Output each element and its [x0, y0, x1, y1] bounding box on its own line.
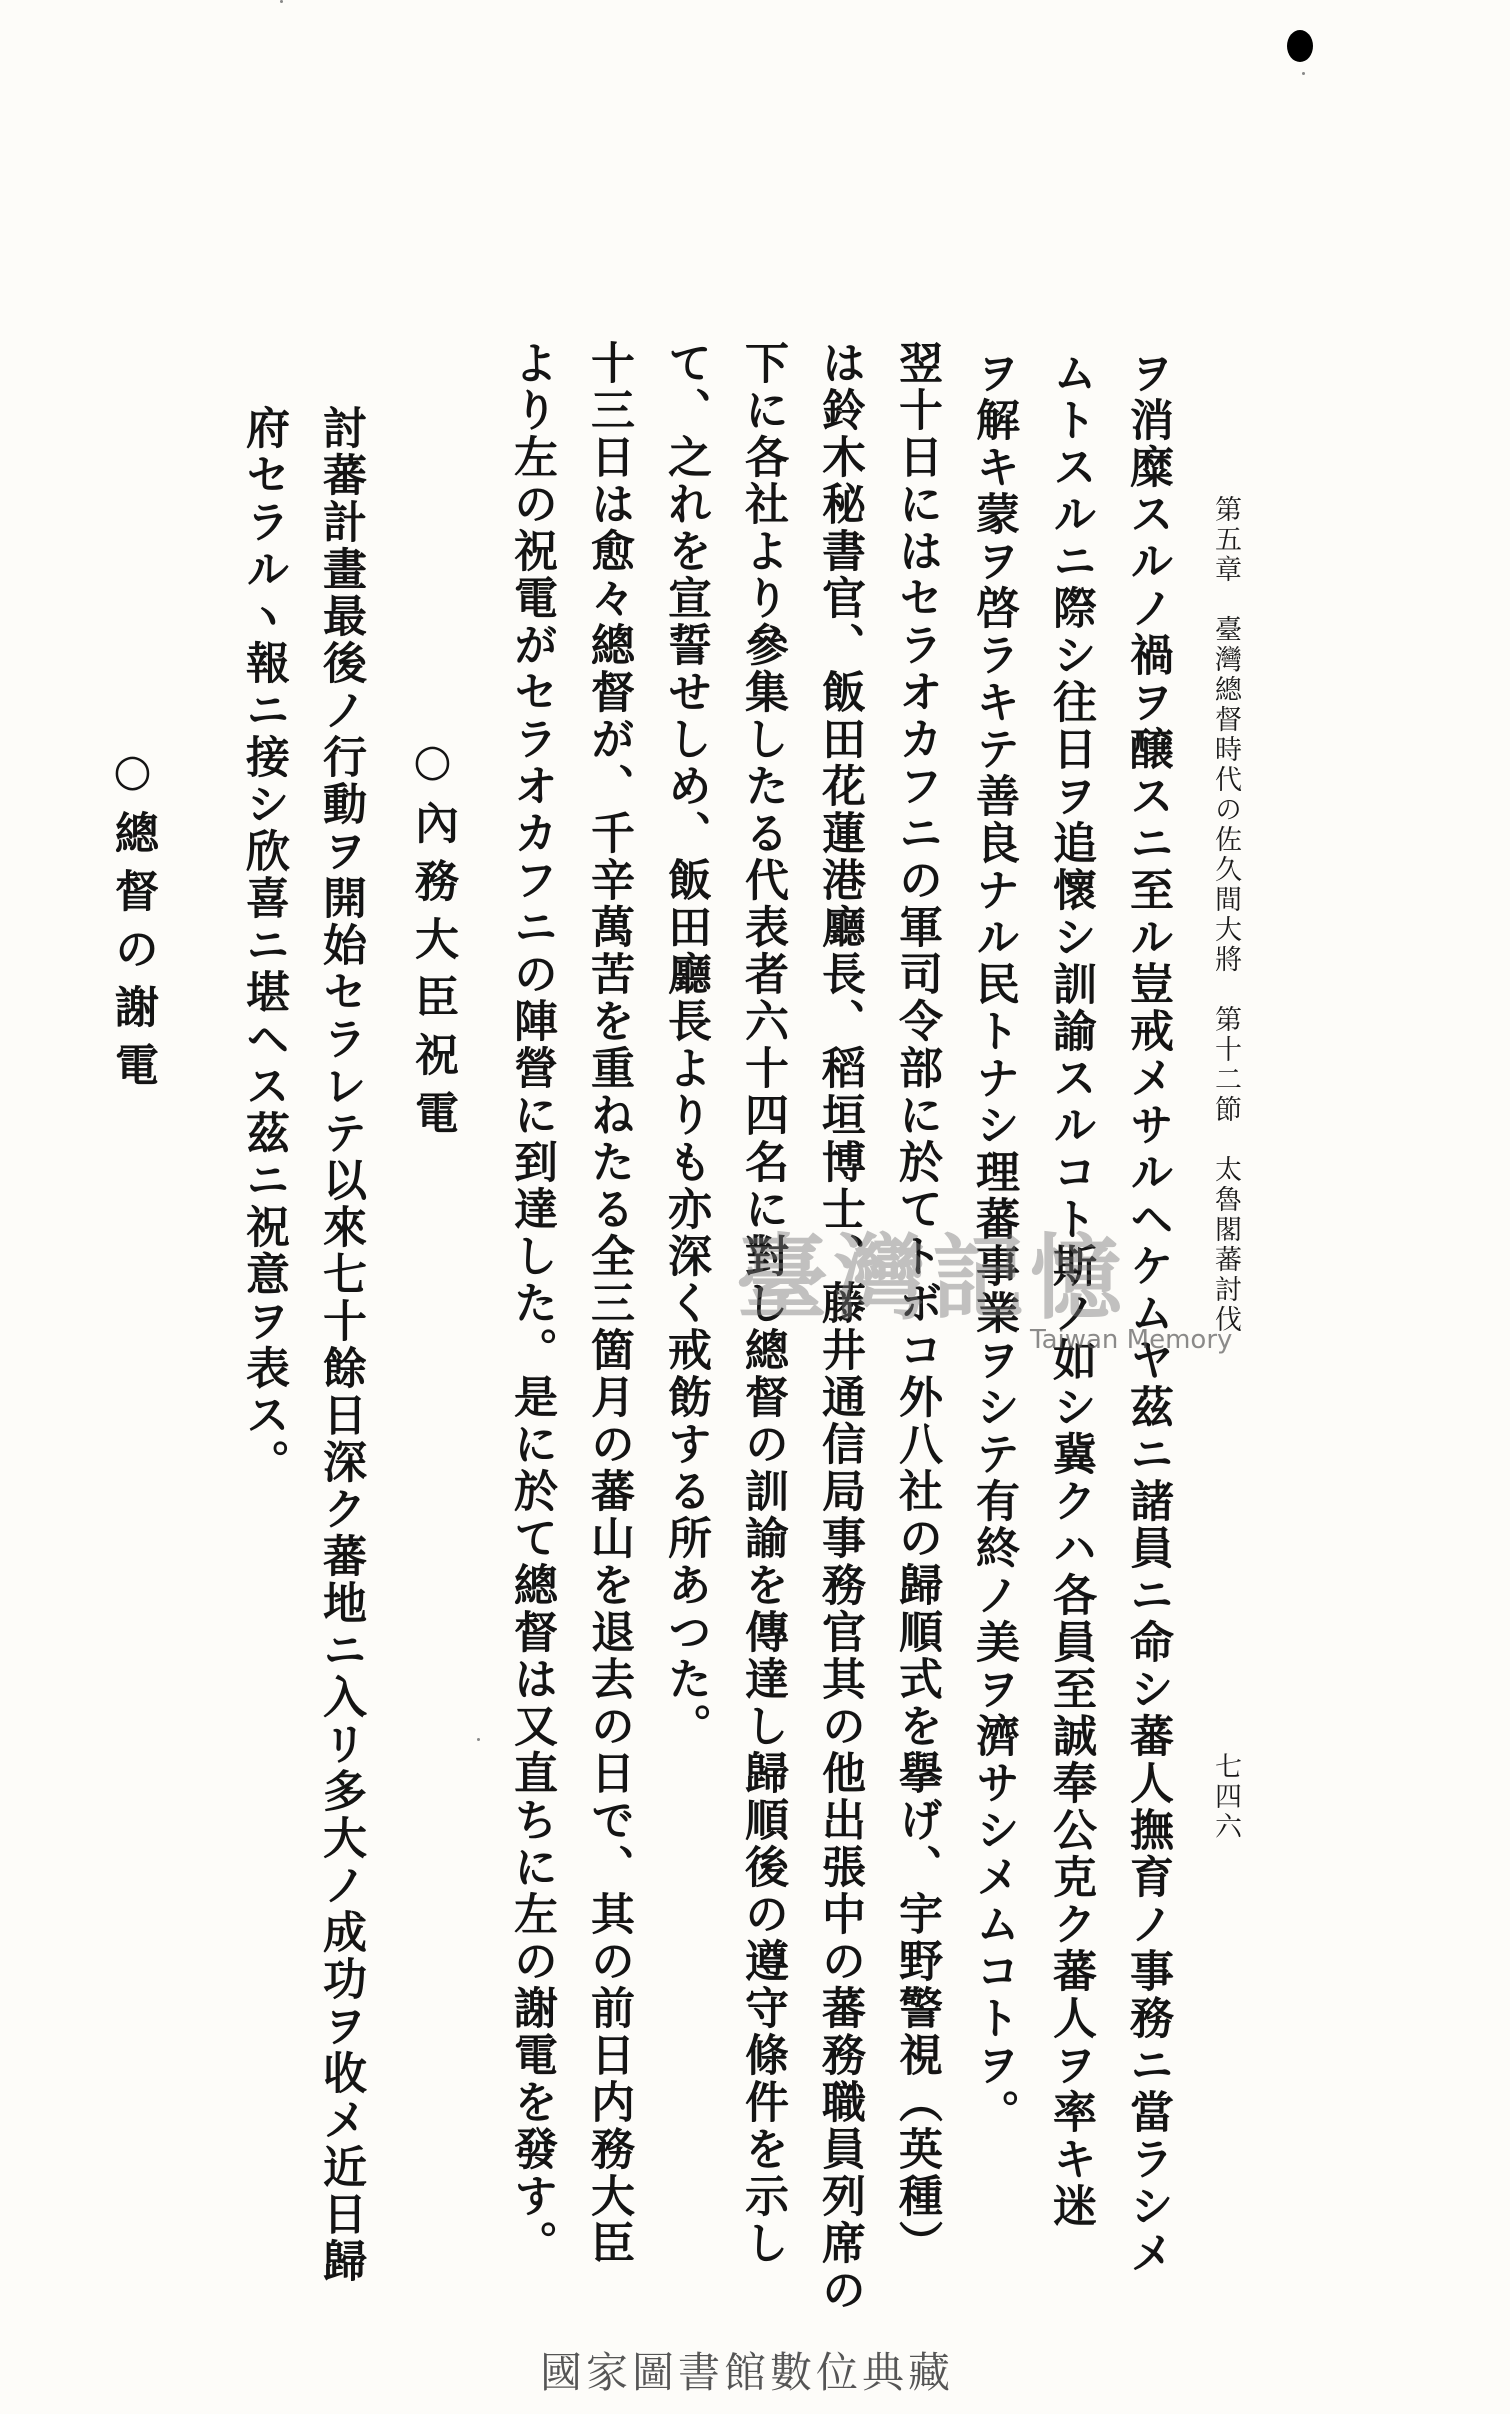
section-heading: ○內務大臣祝電 [407, 735, 458, 1148]
text-column: 翌十日にはセラオカフニの軍司令部に於てトボコ外八社の歸順式を擧げ、宇野警視（英種） [891, 340, 942, 2267]
text-column: て、之れを宣誓せしめ、飯田廳長よりも亦深く戒飭する所あつた。 [660, 340, 711, 1750]
ink-blot [1287, 30, 1313, 62]
text-column: ムトスルニ際シ往日ヲ追懷シ訓諭スルコト斯ノ如シ冀クハ各員至誠奉公克ク蕃人ヲ率キ迷 [1045, 350, 1096, 2230]
text-column: は鈴木秘書官、飯田花蓮港廳長、稻垣博士、藤井通信局事務官其の他出張中の蕃務職員列席の [814, 340, 865, 2314]
speck [1302, 72, 1305, 75]
text-column: ヲ解キ蒙ヲ啓ラキテ善良ナル民トナシ理蕃事業ヲシテ有終ノ美ヲ濟サシメムコトヲ。 [968, 350, 1019, 2136]
page-number: 七四六 [1210, 1752, 1241, 1842]
speck [280, 0, 283, 3]
telegram-column: 討蕃計畫最後ノ行動ヲ開始セラレテ以來七十餘日深ク蕃地ニ入リ多大ノ成功ヲ收メ近日歸 [315, 405, 366, 2285]
chapter-header: 第五章 臺灣總督時代の佐久間大將 第十二節 太魯閣蕃討伐 [1210, 495, 1241, 1335]
watermark-logo: 臺灣記憶 [736, 1224, 1129, 1332]
footer-source: 國家圖書館數位典藏 [540, 2348, 955, 2397]
text-column: 下に各社より參集したる代表者六十四名に對し總督の訓諭を傳達し歸順後の遵守條件を示し [737, 340, 788, 2267]
text-column: 十三日は愈々總督が、千辛萬苦を重ねたる全三箇月の蕃山を退去の日で、其の前日内務大臣 [583, 340, 634, 2267]
text-column: ヲ消糜スルノ禍ヲ醸スニ至ル豈戒メサルヘケムヤ茲ニ諸員ニ命シ蕃人撫育ノ事務ニ當ラシメ [1122, 350, 1173, 2277]
section-heading: ○總督の謝電 [107, 745, 158, 1100]
watermark-text: Taiwan Memory [1030, 1325, 1233, 1355]
text-column: より左の祝電がセラオカフニの陣營に到達した。是に於て總督は又直ちに左の謝電を發す。 [506, 340, 557, 2267]
speck [477, 1738, 480, 1741]
telegram-column: 府セラルヽ報ニ接シ欣喜ニ堪ヘス茲ニ祝意ヲ表ス。 [238, 405, 289, 1486]
